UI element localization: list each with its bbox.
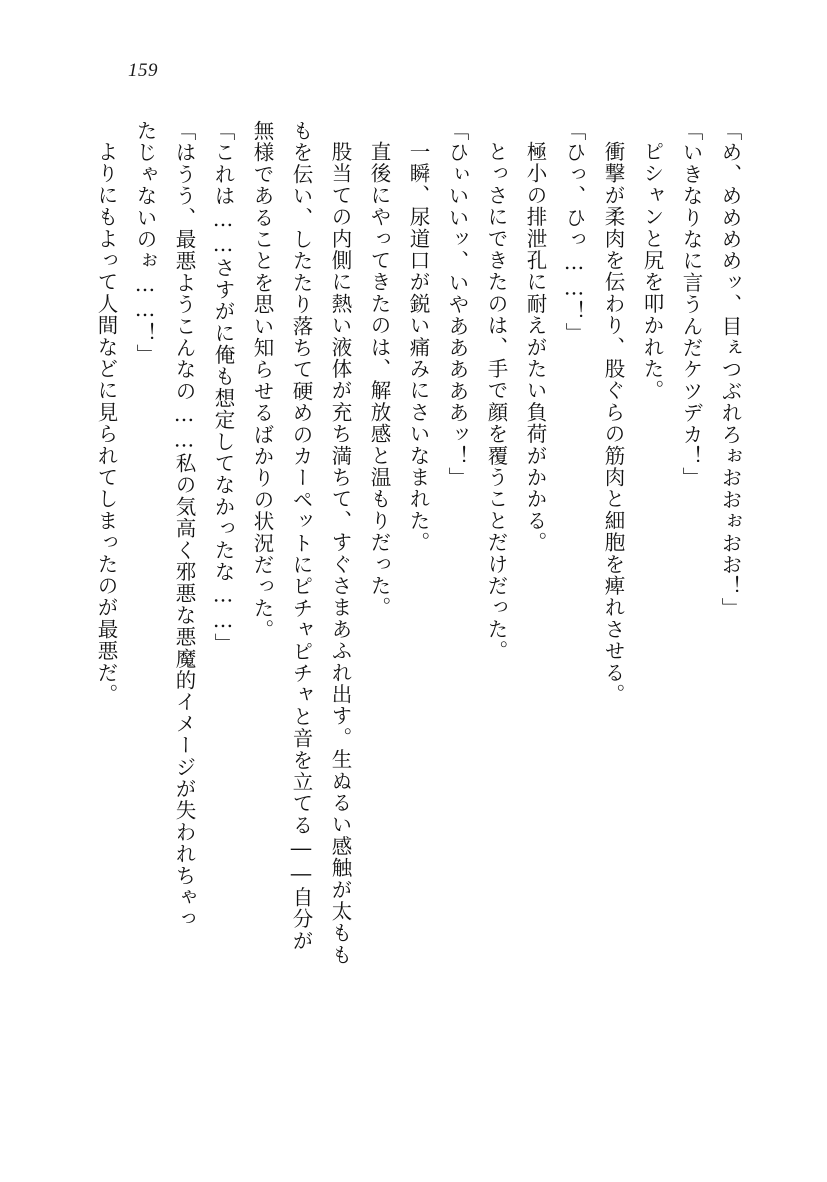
paragraph: 「これは……さすがに俺も想定してなかったな……」 [211,120,235,655]
paragraph: 無様であることを思い知らせるばかりの状況だった。 [250,120,274,641]
page-number: 159 [128,60,158,81]
paragraph: 一瞬、尿道口が鋭い痛みにさいなまれた。 [406,141,430,554]
paragraph: とっさにできたのは、手で顔を覆うことだけだった。 [484,141,508,662]
paragraph: たじゃないのぉ……！」 [133,120,157,366]
paragraph: もを伝い、したたり落ちて硬めのカーペットにピチャピチャと音を立てる――自分が [289,120,313,952]
paragraph: 直後にやってきたのは、解放感と温もりだった。 [367,141,391,619]
page-body-text [94,120,749,1080]
paragraph: ピシャンと尻を叩かれた。 [640,141,664,402]
paragraph: 「いきなりなに言うんだケツデカ！」 [679,120,703,489]
paragraph: 「ひっ、ひっ……！」 [562,120,586,344]
paragraph: 股当ての内側に熱い液体が充ち満ちて、すぐさまあふれ出す。生ぬるい感触が太もも [328,141,352,966]
paragraph: よりにもよって人間などに見られてしまったのが最悪だ。 [94,141,118,706]
paragraph: 極小の排泄孔に耐えがたい負荷がかかる。 [523,141,547,554]
paragraph: 「はうう、最悪ようこんなの……私の気高く邪悪な悪魔的イメージが失われちゃっ [172,120,196,930]
paragraph: 「め、めめめめッ、目ぇつぶれろぉおおぉおお！」 [718,120,742,620]
paragraph: 衝撃が柔肉を伝わり、股ぐらの筋肉と細胞を痺れさせる。 [601,141,625,706]
paragraph: 「ひぃいいッ、いやあああああッ！」 [445,120,469,489]
